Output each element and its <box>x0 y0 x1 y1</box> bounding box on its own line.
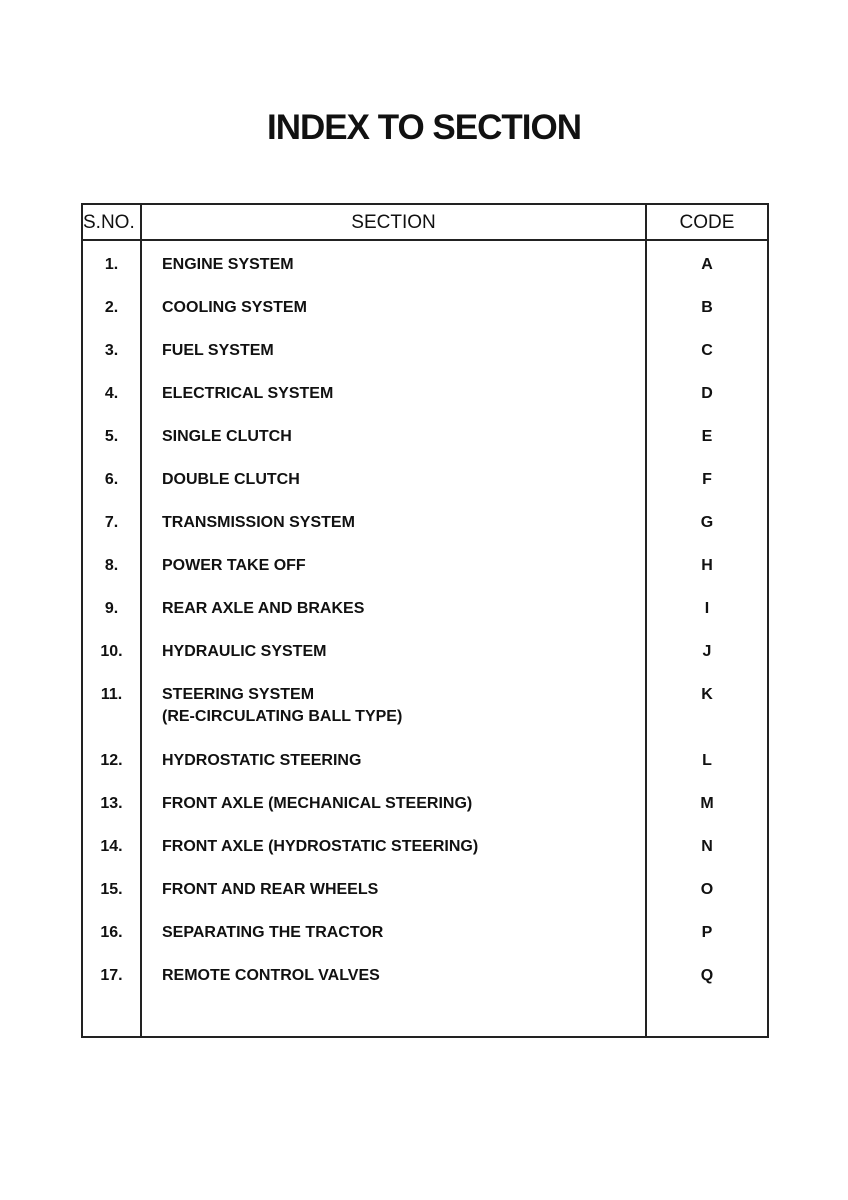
section-text: TRANSMISSION SYSTEM <box>162 514 355 531</box>
row-section <box>162 966 632 986</box>
row-sno: 6. <box>104 471 119 488</box>
table-row <box>83 255 767 299</box>
row-sno: 4. <box>104 385 119 402</box>
row-code: K <box>701 686 713 703</box>
table-row <box>83 685 767 729</box>
row-section <box>162 556 632 576</box>
row-sno: 8. <box>104 557 119 574</box>
row-sno: 1. <box>104 256 119 273</box>
row-code: N <box>701 838 713 855</box>
section-text: DOUBLE CLUTCH <box>162 471 300 488</box>
table-row <box>83 341 767 385</box>
section-text: FRONT AXLE (MECHANICAL STEERING) <box>162 795 473 812</box>
row-sno: 9. <box>104 600 119 617</box>
row-code: F <box>702 471 712 488</box>
row-section <box>162 880 632 900</box>
section-text: REAR AXLE AND BRAKES <box>162 600 365 617</box>
header-divider <box>83 239 767 241</box>
table-row <box>83 599 767 643</box>
section-text: ENGINE SYSTEM <box>162 256 294 273</box>
row-sno: 2. <box>104 299 119 316</box>
row-sno: 12. <box>100 752 123 769</box>
section-text: FRONT AND REAR WHEELS <box>162 881 379 898</box>
header-code: CODE <box>679 212 735 233</box>
row-code: D <box>701 385 713 402</box>
row-sno: 15. <box>100 881 123 898</box>
header-sno: S.NO. <box>83 212 135 233</box>
table-row <box>83 880 767 924</box>
table-row <box>83 470 767 514</box>
row-section <box>162 923 632 943</box>
section-text: FRONT AXLE (HYDROSTATIC STEERING) <box>162 838 479 855</box>
row-sno: 10. <box>100 643 123 660</box>
row-sno: 7. <box>104 514 119 531</box>
row-section <box>162 751 632 771</box>
row-sno: 17. <box>100 967 123 984</box>
row-code: B <box>701 299 713 316</box>
row-section <box>162 384 632 404</box>
row-code: A <box>701 256 713 273</box>
table-row <box>83 513 767 557</box>
section-text: COOLING SYSTEM <box>162 299 307 316</box>
table-row <box>83 837 767 881</box>
row-sno: 3. <box>104 342 119 359</box>
row-code: J <box>702 643 712 660</box>
table-row <box>83 298 767 342</box>
row-sno: 14. <box>100 838 123 855</box>
row-code: H <box>701 557 713 574</box>
row-section <box>162 837 632 857</box>
row-section <box>162 427 632 447</box>
section-text: ELECTRICAL SYSTEM <box>162 385 334 402</box>
section-text: REMOTE CONTROL VALVES <box>162 967 380 984</box>
table-row <box>83 642 767 686</box>
table-row <box>83 751 767 795</box>
row-code: G <box>700 514 714 531</box>
row-section <box>162 470 632 490</box>
index-table <box>81 203 769 1038</box>
section-text: FUEL SYSTEM <box>162 342 274 359</box>
row-section <box>162 794 632 814</box>
row-code: P <box>701 924 713 941</box>
row-section <box>162 298 632 318</box>
row-code: E <box>701 428 713 445</box>
row-section <box>162 599 632 619</box>
row-section <box>162 513 632 533</box>
section-text: POWER TAKE OFF <box>162 557 306 574</box>
row-section <box>162 341 632 361</box>
table-row <box>83 384 767 428</box>
row-sno: 13. <box>100 795 123 812</box>
row-code: C <box>701 342 713 359</box>
section-text: HYDROSTATIC STEERING <box>162 752 362 769</box>
section-text: HYDRAULIC SYSTEM <box>162 643 327 660</box>
table-row <box>83 923 767 967</box>
row-code: M <box>700 795 714 812</box>
row-section <box>162 255 632 275</box>
section-text: SEPARATING THE TRACTOR <box>162 924 384 941</box>
table-row <box>83 427 767 471</box>
row-section <box>162 685 632 729</box>
table-row <box>83 556 767 600</box>
page-title: INDEX TO SECTION <box>267 108 581 147</box>
header-section: SECTION <box>351 212 436 233</box>
row-section <box>162 642 632 662</box>
row-code: O <box>700 881 714 898</box>
row-sno: 11. <box>100 686 123 703</box>
row-sno: 5. <box>104 428 119 445</box>
table-row <box>83 966 767 1010</box>
row-code: I <box>704 600 710 617</box>
section-text-line2: (RE-CIRCULATING BALL TYPE) <box>162 708 403 725</box>
row-sno: 16. <box>100 924 123 941</box>
row-code: Q <box>700 967 714 984</box>
section-text: SINGLE CLUTCH <box>162 428 292 445</box>
table-row <box>83 794 767 838</box>
section-text: STEERING SYSTEM <box>162 686 315 703</box>
row-code: L <box>702 752 712 769</box>
